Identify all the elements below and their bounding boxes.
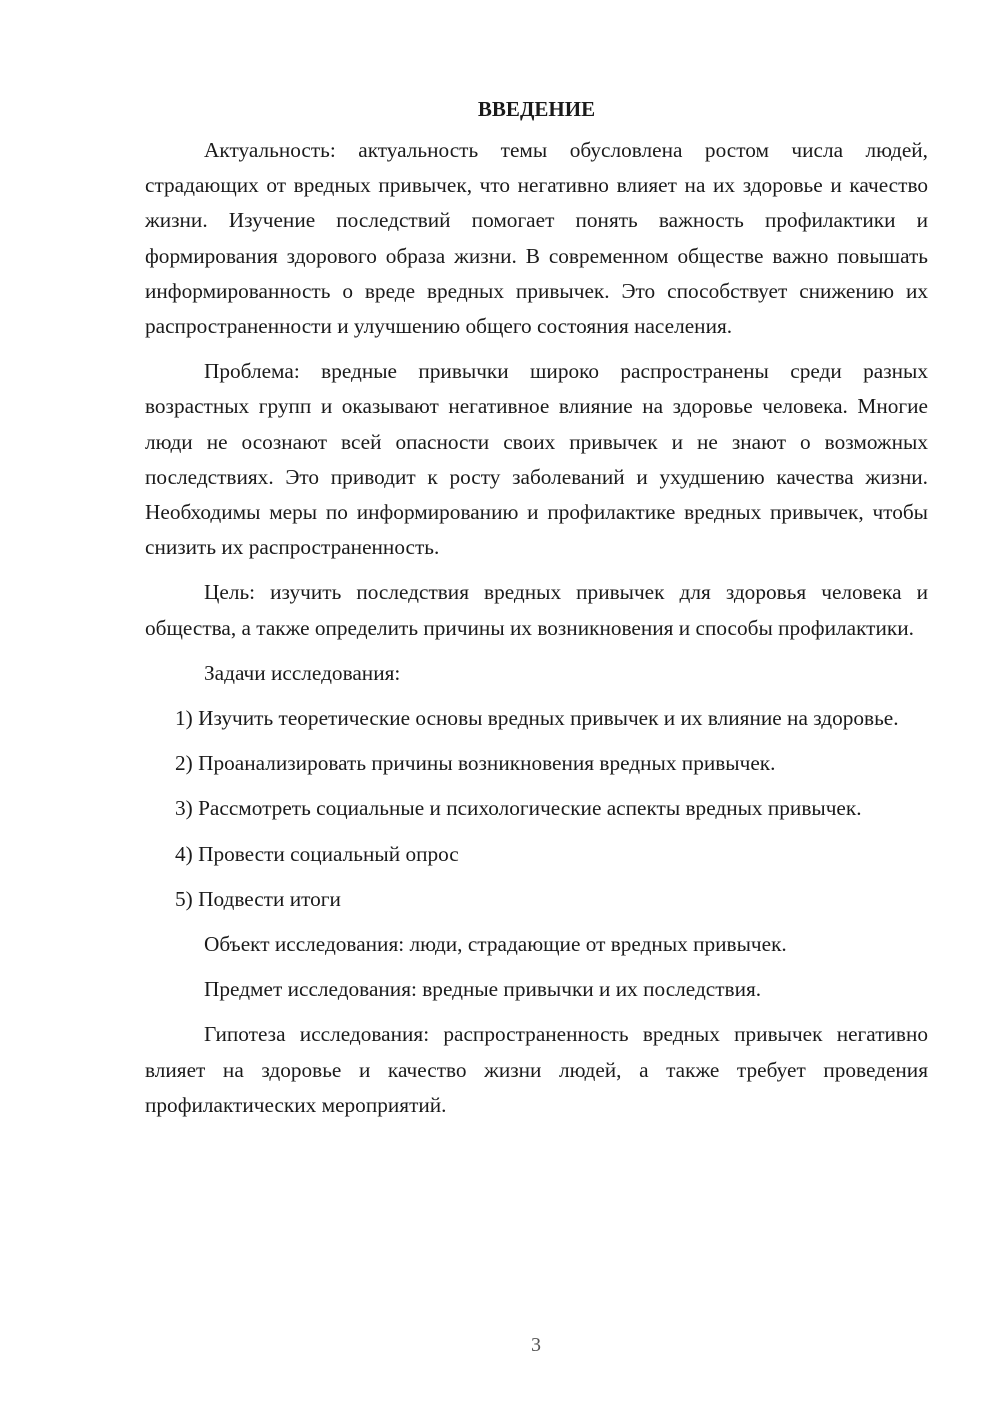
research-subject: Предмет исследования: вредные привычки и их последствия. bbox=[204, 977, 762, 1002]
task-item-4: 4) Провести социальный опрос bbox=[175, 841, 459, 866]
task-item-1: 1) Изучить теоретические основы вредных привычек и их влияние на здоровье. bbox=[175, 706, 899, 731]
research-object: Объект исследования: люди, страдающие от вредных привычек. bbox=[204, 932, 787, 957]
document-page bbox=[145, 92, 928, 1133]
relevance-paragraph: Актуальность: актуальность темы обусловлена ростом числа людей, страдающих от вредных привычек, что негативно влияет на их здоровье и качество жизни. Изучение последствий помогает понять важность профилактики и формирования здорового образа жизни. В современном обществе важно повышать информированность о вреде вредных привычек. Это способствует снижению их распространенности и улучшению общего состояния населения. bbox=[145, 138, 928, 339]
section-title: ВВЕДЕНИЕ bbox=[477, 97, 596, 121]
page-number: 3 bbox=[531, 1334, 541, 1356]
research-hypothesis: Гипотеза исследования: распространенность вредных привычек негативно влияет на здоровье и качество жизни людей, а также требует проведения профилактических мероприятий. bbox=[145, 1022, 928, 1117]
tasks-heading: Задачи исследования: bbox=[204, 660, 401, 685]
task-item-5: 5) Подвести итоги bbox=[175, 886, 341, 911]
goal-paragraph: Цель: изучить последствия вредных привычек для здоровья человека и общества, а также определить причины их возникновения и способы профилактики. bbox=[145, 580, 928, 640]
task-item-2: 2) Проанализировать причины возникновения вредных привычек. bbox=[175, 751, 776, 776]
task-item-3: 3) Рассмотреть социальные и психологические аспекты вредных привычек. bbox=[175, 796, 862, 821]
problem-paragraph: Проблема: вредные привычки широко распространены среди разных возрастных групп и оказывают негативное влияние на здоровье человека. Многие люди не осознают всей опасности своих привычек и не знают о возможных последствиях. Это приводит к росту заболеваний и ухудшению качества жизни. Необходимы меры по информированию и профилактике вредных привычек, чтобы снизить их распространенность. bbox=[145, 359, 928, 560]
